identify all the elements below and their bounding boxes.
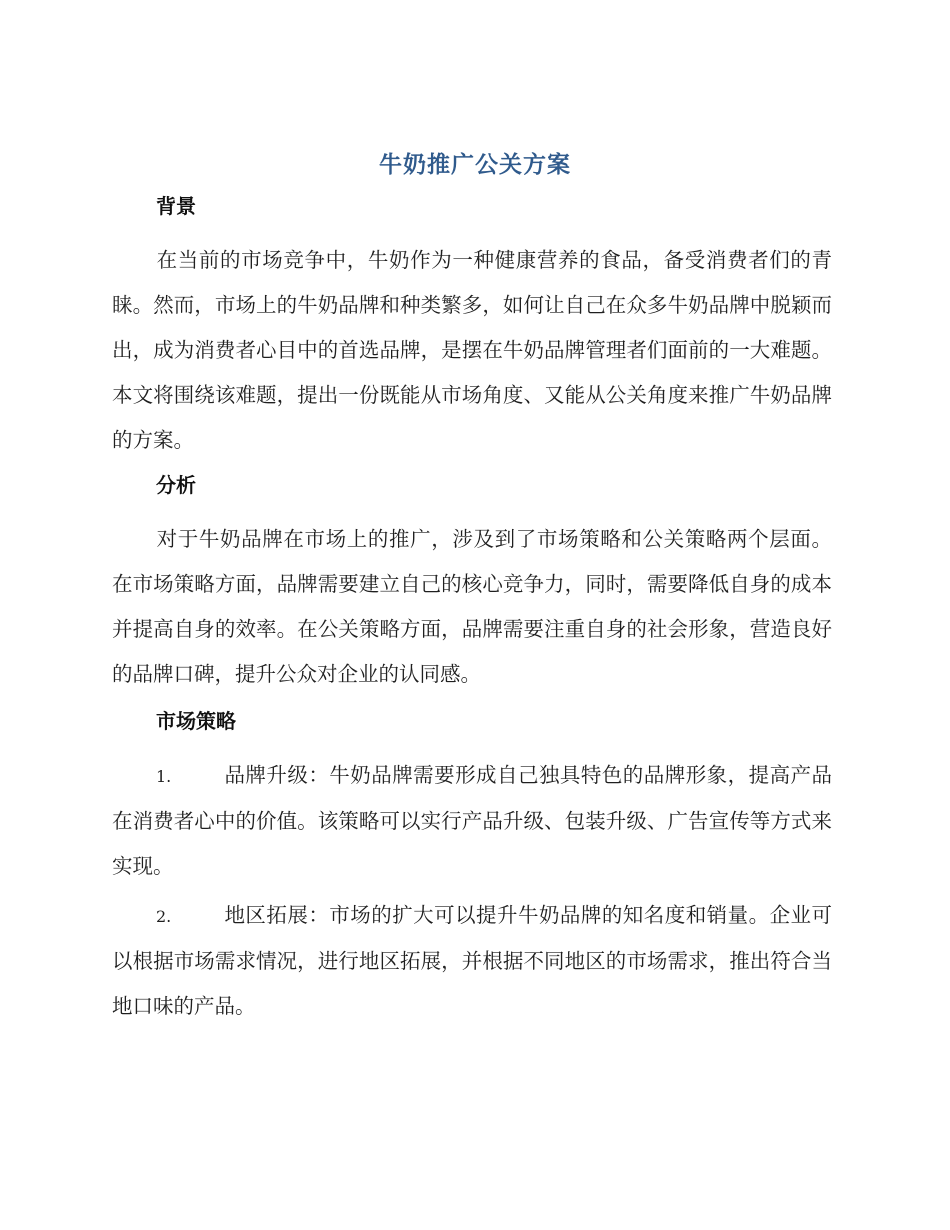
list-item-text: 地区拓展：市场的扩大可以提升牛奶品牌的知名度和销量。企业可以根据市场需求情况，进行地区拓展，并根据不同地区的市场需求，推出符合当地口味的产品。: [112, 903, 832, 1018]
list-item-number: 1.: [156, 767, 172, 786]
paragraph-text: 对于牛奶品牌在市场上的推广，涉及到了市场策略和公关策略两个层面。在市场策略方面，品牌需要建立自己的核心竞争力，同时，需要降低自身的成本并提高自身的效率。在公关策略方面，品牌需要注重自身的社会形象，营造良好的品牌口碑，提升公众对企业的认同感。: [112, 527, 832, 686]
list-item-text: 品牌升级：牛奶品牌需要形成自己独具特色的品牌形象，提高产品在消费者心中的价值。该策略可以实行产品升级、包装升级、广告宣传等方式来实现。: [112, 763, 832, 878]
section-heading-background: 背景: [156, 194, 196, 218]
document-title: 牛奶推广公关方案: [379, 152, 571, 178]
list-item: [112, 893, 832, 1029]
paragraph-text: 在当前的市场竞争中，牛奶作为一种健康营养的食品，备受消费者们的青睐。然而，市场上的牛奶品牌和种类繁多，如何让自己在众多牛奶品牌中脱颖而出，成为消费者心目中的首选品牌，是摆在牛奶品牌管理者们面前的一大难题。本文将围绕该难题，提出一份既能从市场角度、又能从公关角度来推广牛奶品牌的方案。: [112, 248, 832, 452]
section-heading-market-strategy: 市场策略: [156, 709, 236, 733]
list-item-number: 2.: [156, 907, 172, 926]
section-paragraph-background: [112, 238, 832, 463]
section-heading-analysis: 分析: [156, 473, 196, 497]
section-paragraph-analysis: [112, 517, 832, 697]
list-item: [112, 753, 832, 889]
